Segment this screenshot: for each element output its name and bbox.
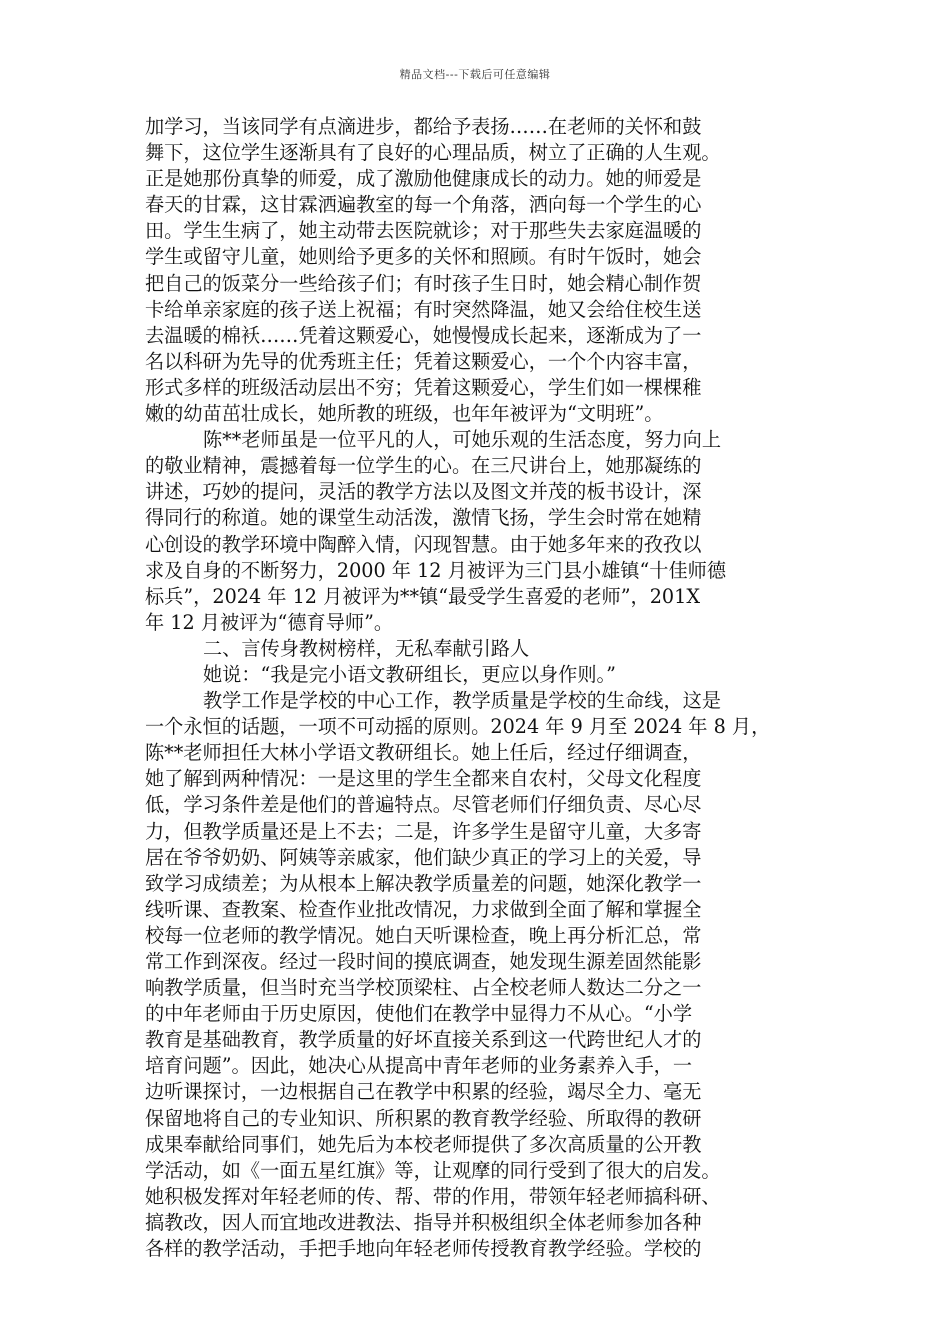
text-line: 线听课、查教案、检查作业批改情况，力求做到全面了解和掌握全: [145, 897, 702, 921]
text-line: 她积极发挥对年轻老师的传、帮、带的作用，带领年轻老师搞科研、: [145, 1184, 721, 1208]
text-line: 得同行的称道。她的课堂生动活泼，激情飞扬，学生会时常在她精: [145, 506, 702, 530]
text-line: 田。学生生病了，她主动带去医院就诊；对于那些失去家庭温暖的: [145, 219, 702, 243]
text-line: 力，但教学质量还是上不去；二是，许多学生是留守儿童，大多寄: [145, 819, 702, 843]
text-line: 教育是基础教育，教学质量的好坏直接关系到这一代跨世纪人才的: [145, 1028, 702, 1052]
text-line: 搞教改，因人而宜地改进教法、指导并积极组织全体老师参加各种: [145, 1210, 702, 1234]
text-line: 心创设的教学环境中陶醉入情，闪现智慧。由于她多年来的孜孜以: [145, 532, 702, 556]
text-line: 加学习，当该同学有点滴进步，都给予表扬……在老师的关怀和鼓: [145, 115, 702, 138]
text-line: 讲述，巧妙的提问，灵活的教学方法以及图文并茂的板书设计，深: [145, 480, 702, 504]
text-line: 去温暖的棉袄……凭着这颗爱心，她慢慢成长起来，逐渐成为了一: [145, 323, 702, 347]
text-line: 名以科研为先导的优秀班主任；凭着这颗爱心，一个个内容丰富，: [145, 349, 702, 373]
text-line: 舞下，这位学生逐渐具有了良好的心理品质，树立了正确的人生观。: [145, 141, 721, 165]
text-line: 卡给单亲家庭的孩子送上祝福；有时突然降温，她又会给住校生送: [145, 297, 702, 321]
text-line: 培育问题”。因此，她决心从提高中青年老师的业务素养入手，一: [145, 1054, 693, 1078]
text-line: 的中年老师由于历史原因，使他们在教学中显得力不从心。“小学: [145, 1002, 693, 1026]
text-line: 把自己的饭菜分一些给孩子们；有时孩子生日时，她会精心制作贺: [145, 271, 702, 295]
text-line: 正是她那份真挚的师爱，成了激励他健康成长的动力。她的师爱是: [145, 167, 702, 191]
text-line: 居在爷爷奶奶、阿姨等亲戚家，他们缺少真正的学习上的关爱，导: [145, 845, 702, 869]
text-line: 常工作到深夜。经过一段时间的摸底调查，她发现生源差固然能影: [145, 950, 702, 973]
text-line: 各样的教学活动，手把手地向年轻老师传授教育教学经验。学校的: [145, 1237, 702, 1261]
text-line: 标兵”，2024 年 12 月被评为**镇“最受学生喜爱的老师”，201X: [145, 584, 701, 608]
text-line: 她了解到两种情况：一是这里的学生全都来自农村，父母文化程度: [145, 767, 702, 791]
text-line: 边听课探讨，一边根据自己在教学中积累的经验，竭尽全力、毫无: [145, 1080, 702, 1104]
text-line: 学活动，如《一面五星红旗》等，让观摩的同行受到了很大的启发。: [145, 1158, 721, 1182]
text-line: 学生或留守儿童，她则给予更多的关怀和照顾。有时午饭时，她会: [145, 245, 702, 269]
text-line: 成果奉献给同事们，她先后为本校老师提供了多次高质量的公开教: [145, 1132, 702, 1156]
text-line: 陈**老师虽是一位平凡的人，可她乐观的生活态度，努力向上: [203, 428, 722, 452]
page-header-note: 精品文档---下载后可任意编辑: [399, 68, 551, 81]
text-line: 保留地将自己的专业知识、所积累的教育教学经验、所取得的教研: [145, 1106, 702, 1130]
text-line: 响教学质量，但当时充当学校顶梁柱、占全校老师人数达二分之一: [145, 976, 702, 1000]
text-line: 求及自身的不断努力，2000 年 12 月被评为三门县小雄镇“十佳师德: [145, 558, 727, 582]
text-line: 春天的甘霖，这甘霖洒遍教室的每一个角落，洒向每一个学生的心: [145, 193, 702, 217]
text-line: 形式多样的班级活动层出不穷；凭着这颗爱心，学生们如一棵棵稚: [145, 375, 702, 399]
text-line: 陈**老师担任大林小学语文教研组长。她上任后，经过仔细调查，: [145, 741, 702, 765]
text-line: 她说：“我是完小语文教研组长，更应以身作则。”: [203, 662, 616, 686]
text-line: 校每一位老师的教学情况。她白天听课检查，晚上再分析汇总，常: [145, 923, 702, 947]
text-line: 嫩的幼苗茁壮成长，她所教的班级，也年年被评为“文明班”。: [145, 402, 664, 426]
text-line: 教学工作是学校的中心工作，教学质量是学校的生命线，这是: [203, 689, 722, 713]
text-line: 一个永恒的话题，一项不可动摇的原则。2024 年 9 月至 2024 年 8 月，: [145, 715, 771, 739]
text-line: 二、言传身教树榜样，无私奉献引路人: [203, 636, 530, 660]
text-line: 年 12 月被评为“德育导师”。: [145, 610, 394, 634]
body-text: [145, 114, 817, 1262]
text-line: 的敬业精神，震撼着每一位学生的心。在三尺讲台上，她那凝练的: [145, 454, 702, 478]
text-line: 致学习成绩差；为从根本上解决教学质量差的问题，她深化教学一: [145, 871, 702, 895]
text-line: 低，学习条件差是他们的普遍特点。尽管老师们仔细负责、尽心尽: [145, 793, 702, 817]
